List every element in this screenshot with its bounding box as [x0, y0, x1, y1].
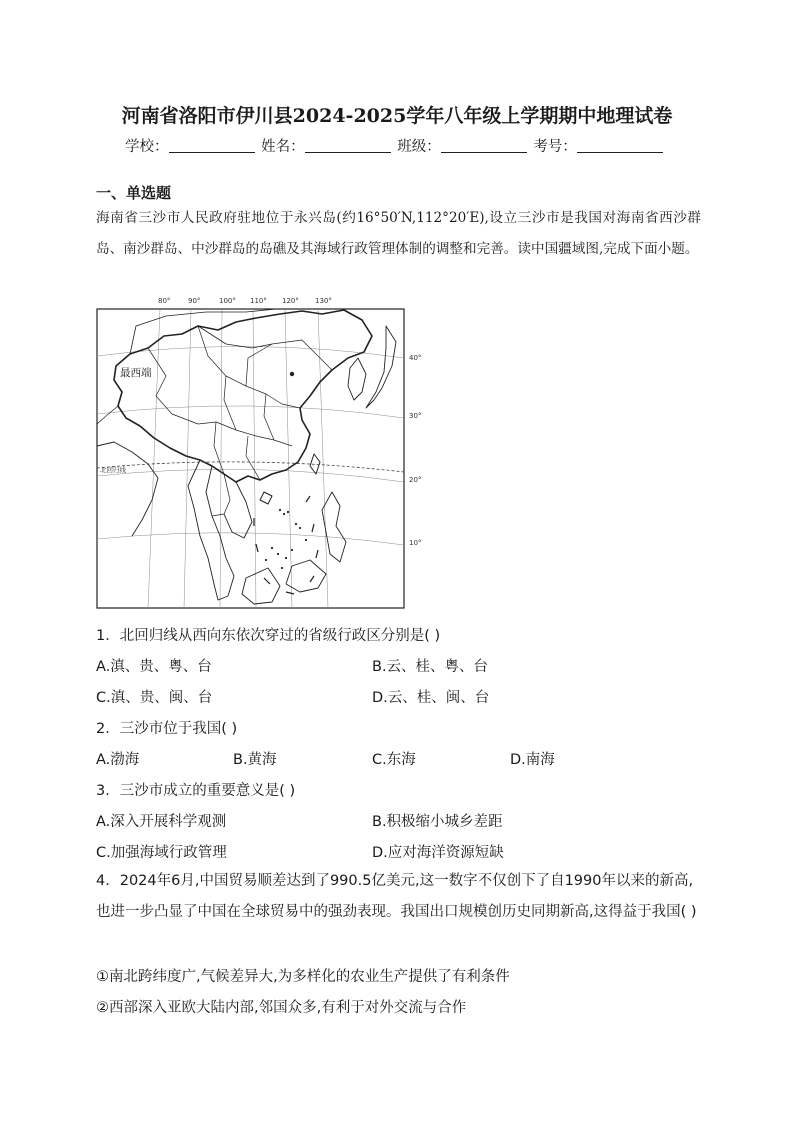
- q4-statement-1: ①南北跨纬度广,气候差异大,为多样化的农业生产提供了有利条件: [96, 969, 510, 985]
- q2-option-b[interactable]: B.黄海: [233, 752, 277, 768]
- map-svg: [96, 296, 426, 610]
- school-blank[interactable]: [169, 138, 255, 153]
- lon-label: 120°: [282, 297, 299, 305]
- name-blank[interactable]: [305, 138, 391, 153]
- exam-number-blank[interactable]: [577, 138, 663, 153]
- q4-statement-2: ②西部深入亚欧大陆内部,邻国众多,有利于对外交流与合作: [96, 1000, 467, 1016]
- q1-option-c[interactable]: C.滇、贵、闽、台: [96, 690, 213, 706]
- class-label: 班级：: [397, 139, 441, 155]
- name-label: 姓名：: [261, 139, 305, 155]
- q2-option-d[interactable]: D.南海: [510, 752, 555, 768]
- section-heading: 一、单选题: [96, 184, 172, 202]
- lat-label: 10°: [409, 539, 422, 547]
- lon-label: 100°: [219, 297, 236, 305]
- lat-label: 20°: [409, 476, 422, 484]
- intro-paragraph: 海南省三沙市人民政府驻地位于永兴岛(约16°50′N,112°20′E),设立三沙市是我国对海南省西沙群岛、南沙群岛、中沙群岛的岛礁及其海域行政管理体制的调整和完善。读中国疆域图,完成下面小题。: [96, 210, 701, 257]
- q3-option-c[interactable]: C.加强海域行政管理: [96, 845, 227, 861]
- exam-title: 河南省洛阳市伊川县2024-2025学年八年级上学期期中地理试卷: [121, 105, 673, 127]
- school-label: 学校：: [125, 139, 169, 155]
- question-3-stem: 3．三沙市成立的重要意义是( ): [96, 783, 296, 799]
- lon-label: 130°: [315, 297, 332, 305]
- q2-option-c[interactable]: C.东海: [372, 752, 416, 768]
- q1-option-d[interactable]: D.云、桂、闽、台: [372, 690, 490, 706]
- westmost-label: 最西端: [120, 367, 152, 379]
- q3-option-b[interactable]: B.积极缩小城乡差距: [372, 814, 503, 830]
- question-4-stem: 4．2024年6月,中国贸易顺差达到了990.5亿美元,这一数字不仅创下了自1990年以来的新高,也进一步凸显了中国在全球贸易中的强劲表现。我国出口规模创历史同期新高,这得益于我国( ): [96, 873, 697, 920]
- beijing-marker: [290, 372, 294, 376]
- lat-label: 40°: [409, 354, 422, 362]
- question-1-stem: 1．北回归线从西向东依次穿过的省级行政区分别是( ): [96, 628, 441, 644]
- student-info-row: [125, 135, 665, 156]
- tropic-label: 北回归线: [100, 466, 126, 474]
- lon-label: 90°: [188, 297, 201, 305]
- china-territory-map: [96, 296, 426, 610]
- lon-label: 110°: [250, 297, 267, 305]
- q2-option-a[interactable]: A.渤海: [96, 752, 140, 768]
- question-2-stem: 2．三沙市位于我国( ): [96, 721, 238, 737]
- q1-option-a[interactable]: A.滇、贵、粤、台: [96, 659, 212, 675]
- q1-option-b[interactable]: B.云、桂、粤、台: [372, 659, 489, 675]
- class-blank[interactable]: [441, 138, 527, 153]
- q3-option-d[interactable]: D.应对海洋资源短缺: [372, 845, 504, 861]
- lon-label: 80°: [158, 297, 171, 305]
- q3-option-a[interactable]: A.深入开展科学观测: [96, 814, 227, 830]
- exam-number-label: 考号：: [533, 139, 577, 155]
- lat-label: 30°: [409, 412, 422, 420]
